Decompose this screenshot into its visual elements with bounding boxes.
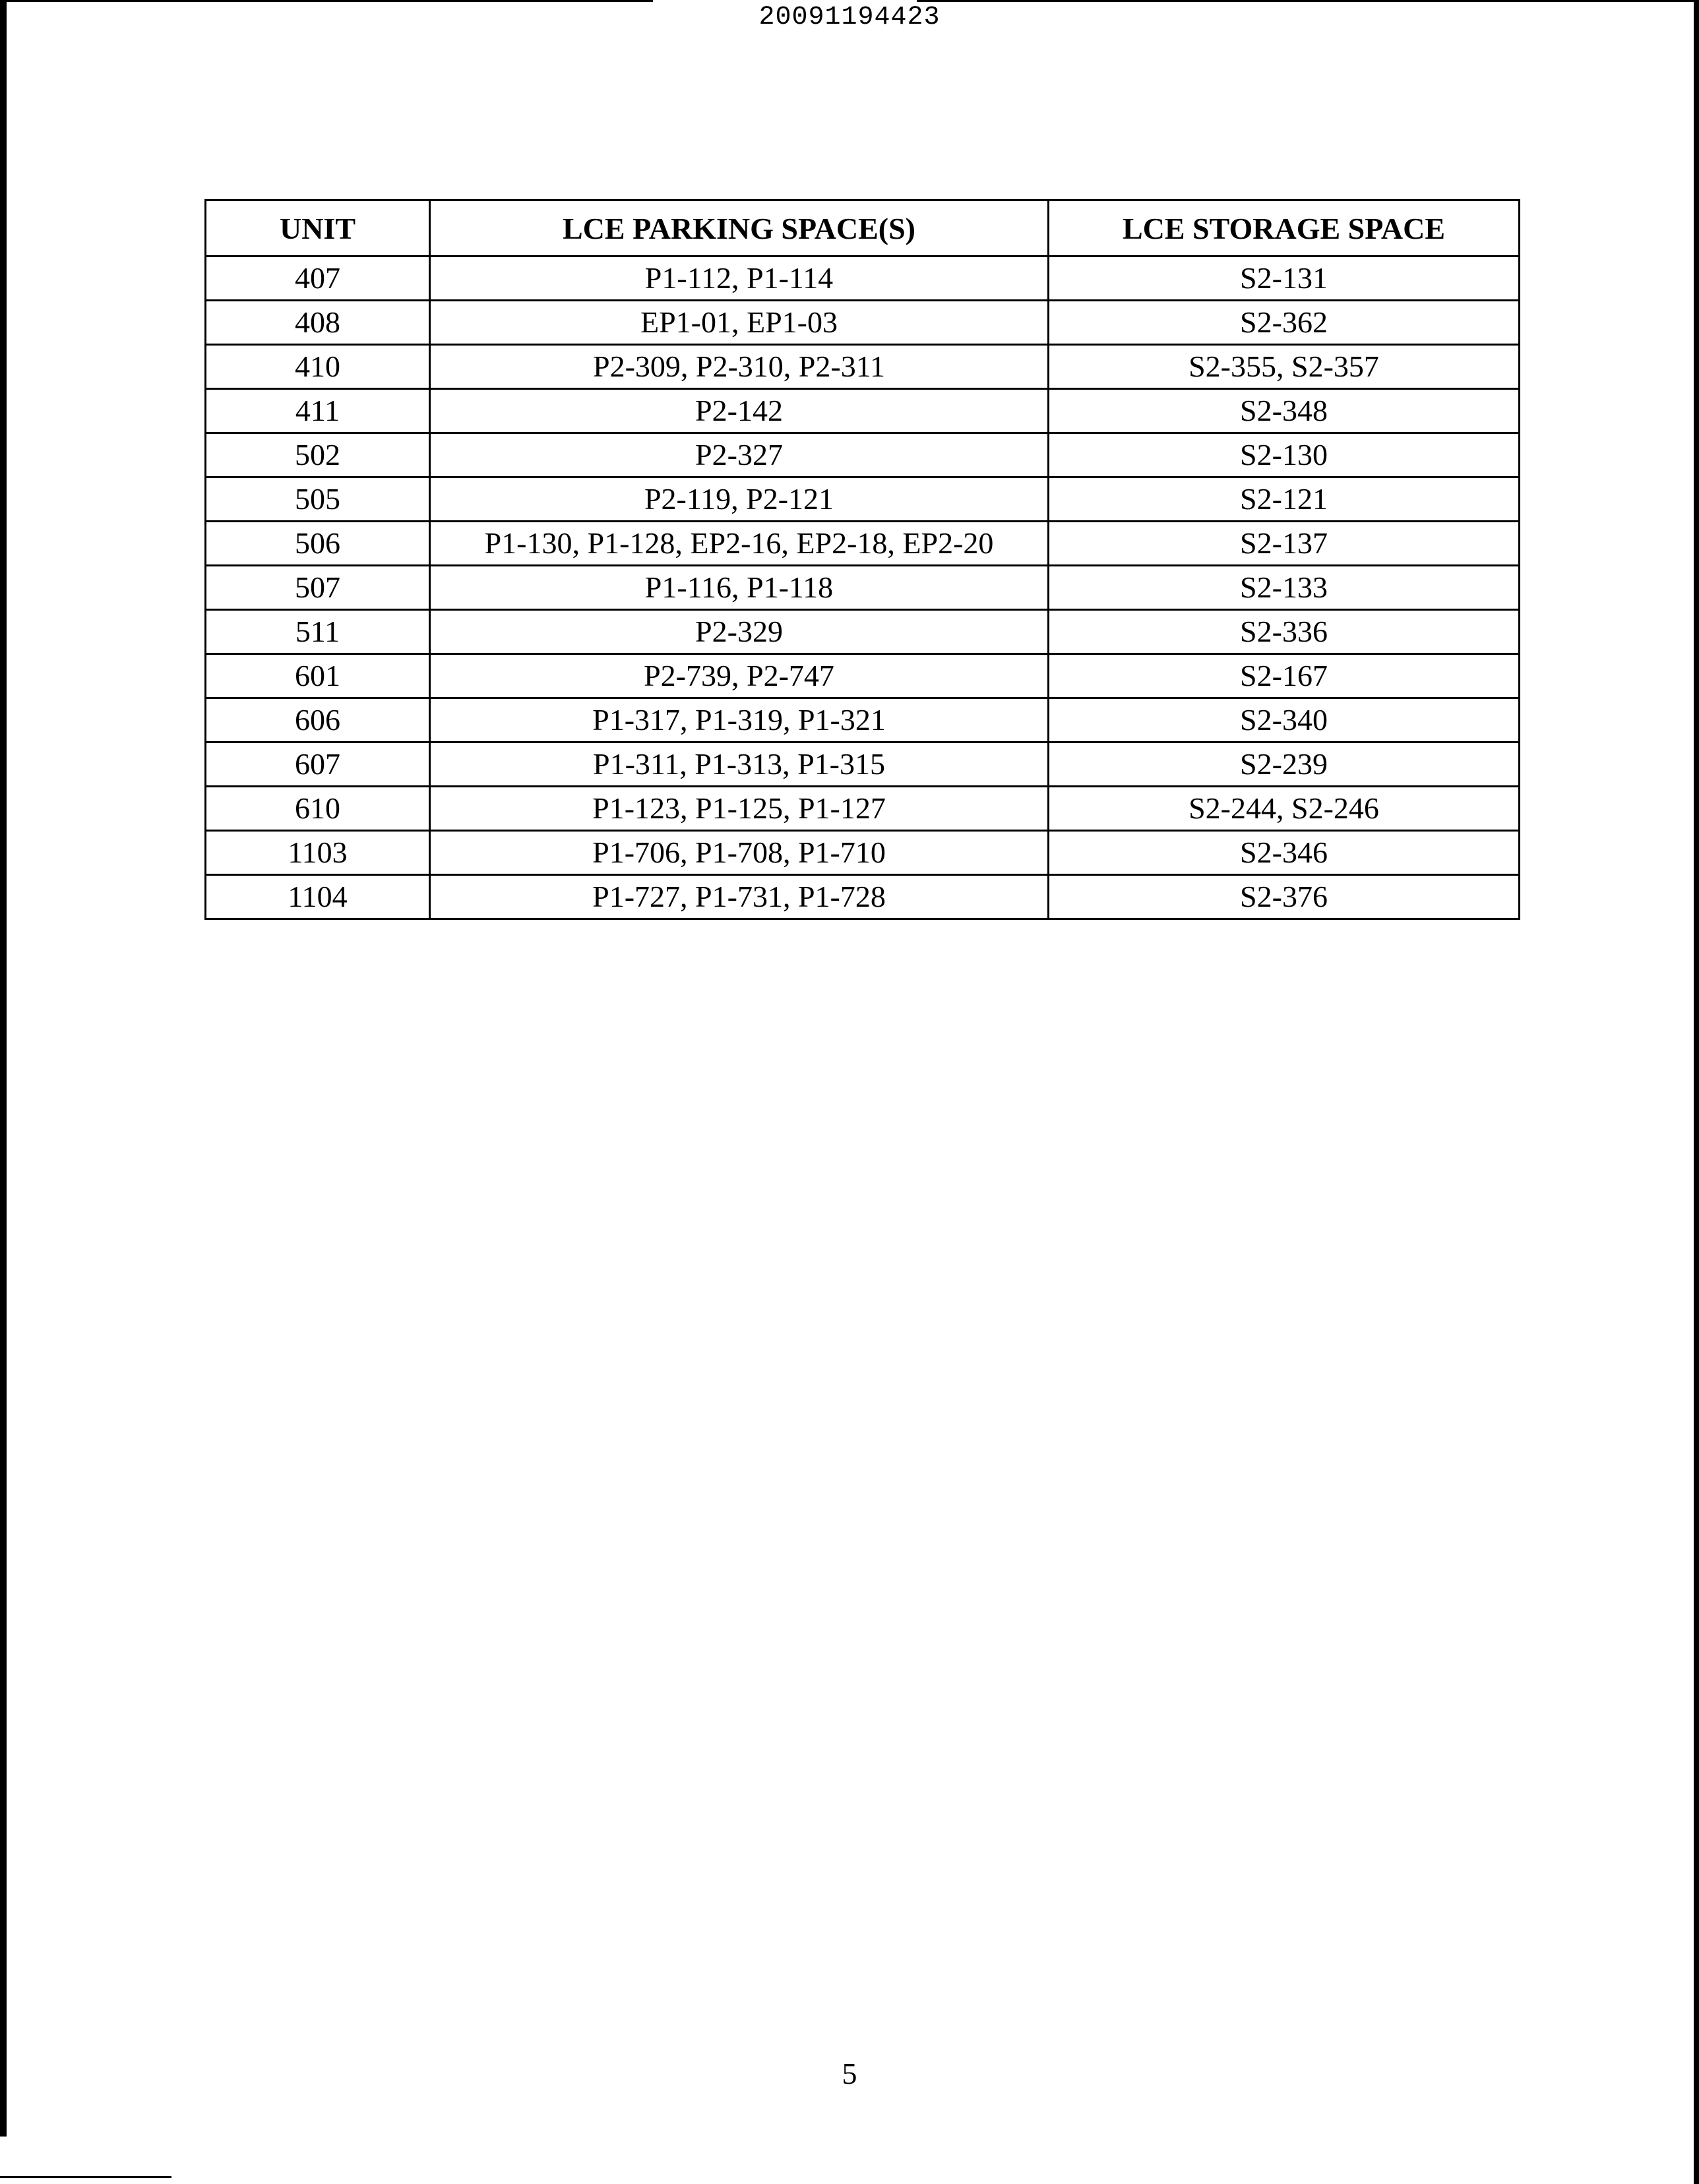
table-row	[206, 301, 1520, 345]
parking-cell: EP1-01, EP1-03	[430, 301, 1049, 345]
storage-cell: S2-130	[1049, 433, 1520, 477]
table-row	[206, 477, 1520, 522]
unit-cell: 506	[206, 522, 430, 566]
table-row	[206, 345, 1520, 389]
parking-cell: P2-142	[430, 389, 1049, 433]
storage-cell: S2-340	[1049, 698, 1520, 743]
table-row	[206, 654, 1520, 698]
scan-edge-top-left	[0, 0, 653, 2]
unit-cell: 507	[206, 566, 430, 610]
storage-cell: S2-336	[1049, 610, 1520, 654]
storage-cell: S2-355, S2-357	[1049, 345, 1520, 389]
unit-cell: 410	[206, 345, 430, 389]
parking-cell: P2-739, P2-747	[430, 654, 1049, 698]
storage-cell: S2-348	[1049, 389, 1520, 433]
storage-cell: S2-133	[1049, 566, 1520, 610]
unit-cell: 1104	[206, 875, 430, 919]
unit-cell: 606	[206, 698, 430, 743]
table-row	[206, 875, 1520, 919]
table-row	[206, 743, 1520, 787]
scan-edge-top-right	[917, 0, 1699, 2]
parking-cell: P1-130, P1-128, EP2-16, EP2-18, EP2-20	[430, 522, 1049, 566]
table-row	[206, 698, 1520, 743]
storage-cell: S2-362	[1049, 301, 1520, 345]
table-row	[206, 389, 1520, 433]
unit-cell: 601	[206, 654, 430, 698]
unit-cell: 511	[206, 610, 430, 654]
parking-cell: P1-112, P1-114	[430, 257, 1049, 301]
scan-edge-bottom-left	[0, 2176, 171, 2178]
storage-cell: S2-121	[1049, 477, 1520, 522]
unit-cell: 411	[206, 389, 430, 433]
storage-cell: S2-376	[1049, 875, 1520, 919]
parking-cell: P1-123, P1-125, P1-127	[430, 787, 1049, 831]
parking-storage-table	[204, 199, 1520, 920]
table-row	[206, 787, 1520, 831]
table-header-row	[206, 200, 1520, 257]
storage-cell: S2-346	[1049, 831, 1520, 875]
unit-cell: 1103	[206, 831, 430, 875]
parking-cell: P1-706, P1-708, P1-710	[430, 831, 1049, 875]
scan-edge-left	[0, 0, 7, 2137]
table-row	[206, 433, 1520, 477]
parking-storage-table-container	[204, 199, 1518, 920]
parking-cell: P2-329	[430, 610, 1049, 654]
parking-cell: P1-311, P1-313, P1-315	[430, 743, 1049, 787]
header-storage-space: LCE STORAGE SPACE	[1049, 200, 1520, 257]
table-row	[206, 566, 1520, 610]
table-row	[206, 831, 1520, 875]
header-parking-spaces: LCE PARKING SPACE(S)	[430, 200, 1049, 257]
storage-cell: S2-244, S2-246	[1049, 787, 1520, 831]
parking-cell: P2-327	[430, 433, 1049, 477]
unit-cell: 407	[206, 257, 430, 301]
unit-cell: 502	[206, 433, 430, 477]
storage-cell: S2-137	[1049, 522, 1520, 566]
unit-cell: 408	[206, 301, 430, 345]
table-row	[206, 522, 1520, 566]
parking-cell: P1-727, P1-731, P1-728	[430, 875, 1049, 919]
parking-cell: P1-116, P1-118	[430, 566, 1049, 610]
storage-cell: S2-131	[1049, 257, 1520, 301]
page-number: 5	[842, 2057, 857, 2090]
unit-cell: 505	[206, 477, 430, 522]
parking-cell: P2-119, P2-121	[430, 477, 1049, 522]
unit-cell: 607	[206, 743, 430, 787]
header-unit: UNIT	[206, 200, 430, 257]
parking-cell: P2-309, P2-310, P2-311	[430, 345, 1049, 389]
document-id: 20091194423	[758, 3, 941, 32]
storage-cell: S2-239	[1049, 743, 1520, 787]
scan-edge-right	[1694, 0, 1699, 2184]
parking-cell: P1-317, P1-319, P1-321	[430, 698, 1049, 743]
table-row	[206, 610, 1520, 654]
table-row	[206, 257, 1520, 301]
unit-cell: 610	[206, 787, 430, 831]
storage-cell: S2-167	[1049, 654, 1520, 698]
